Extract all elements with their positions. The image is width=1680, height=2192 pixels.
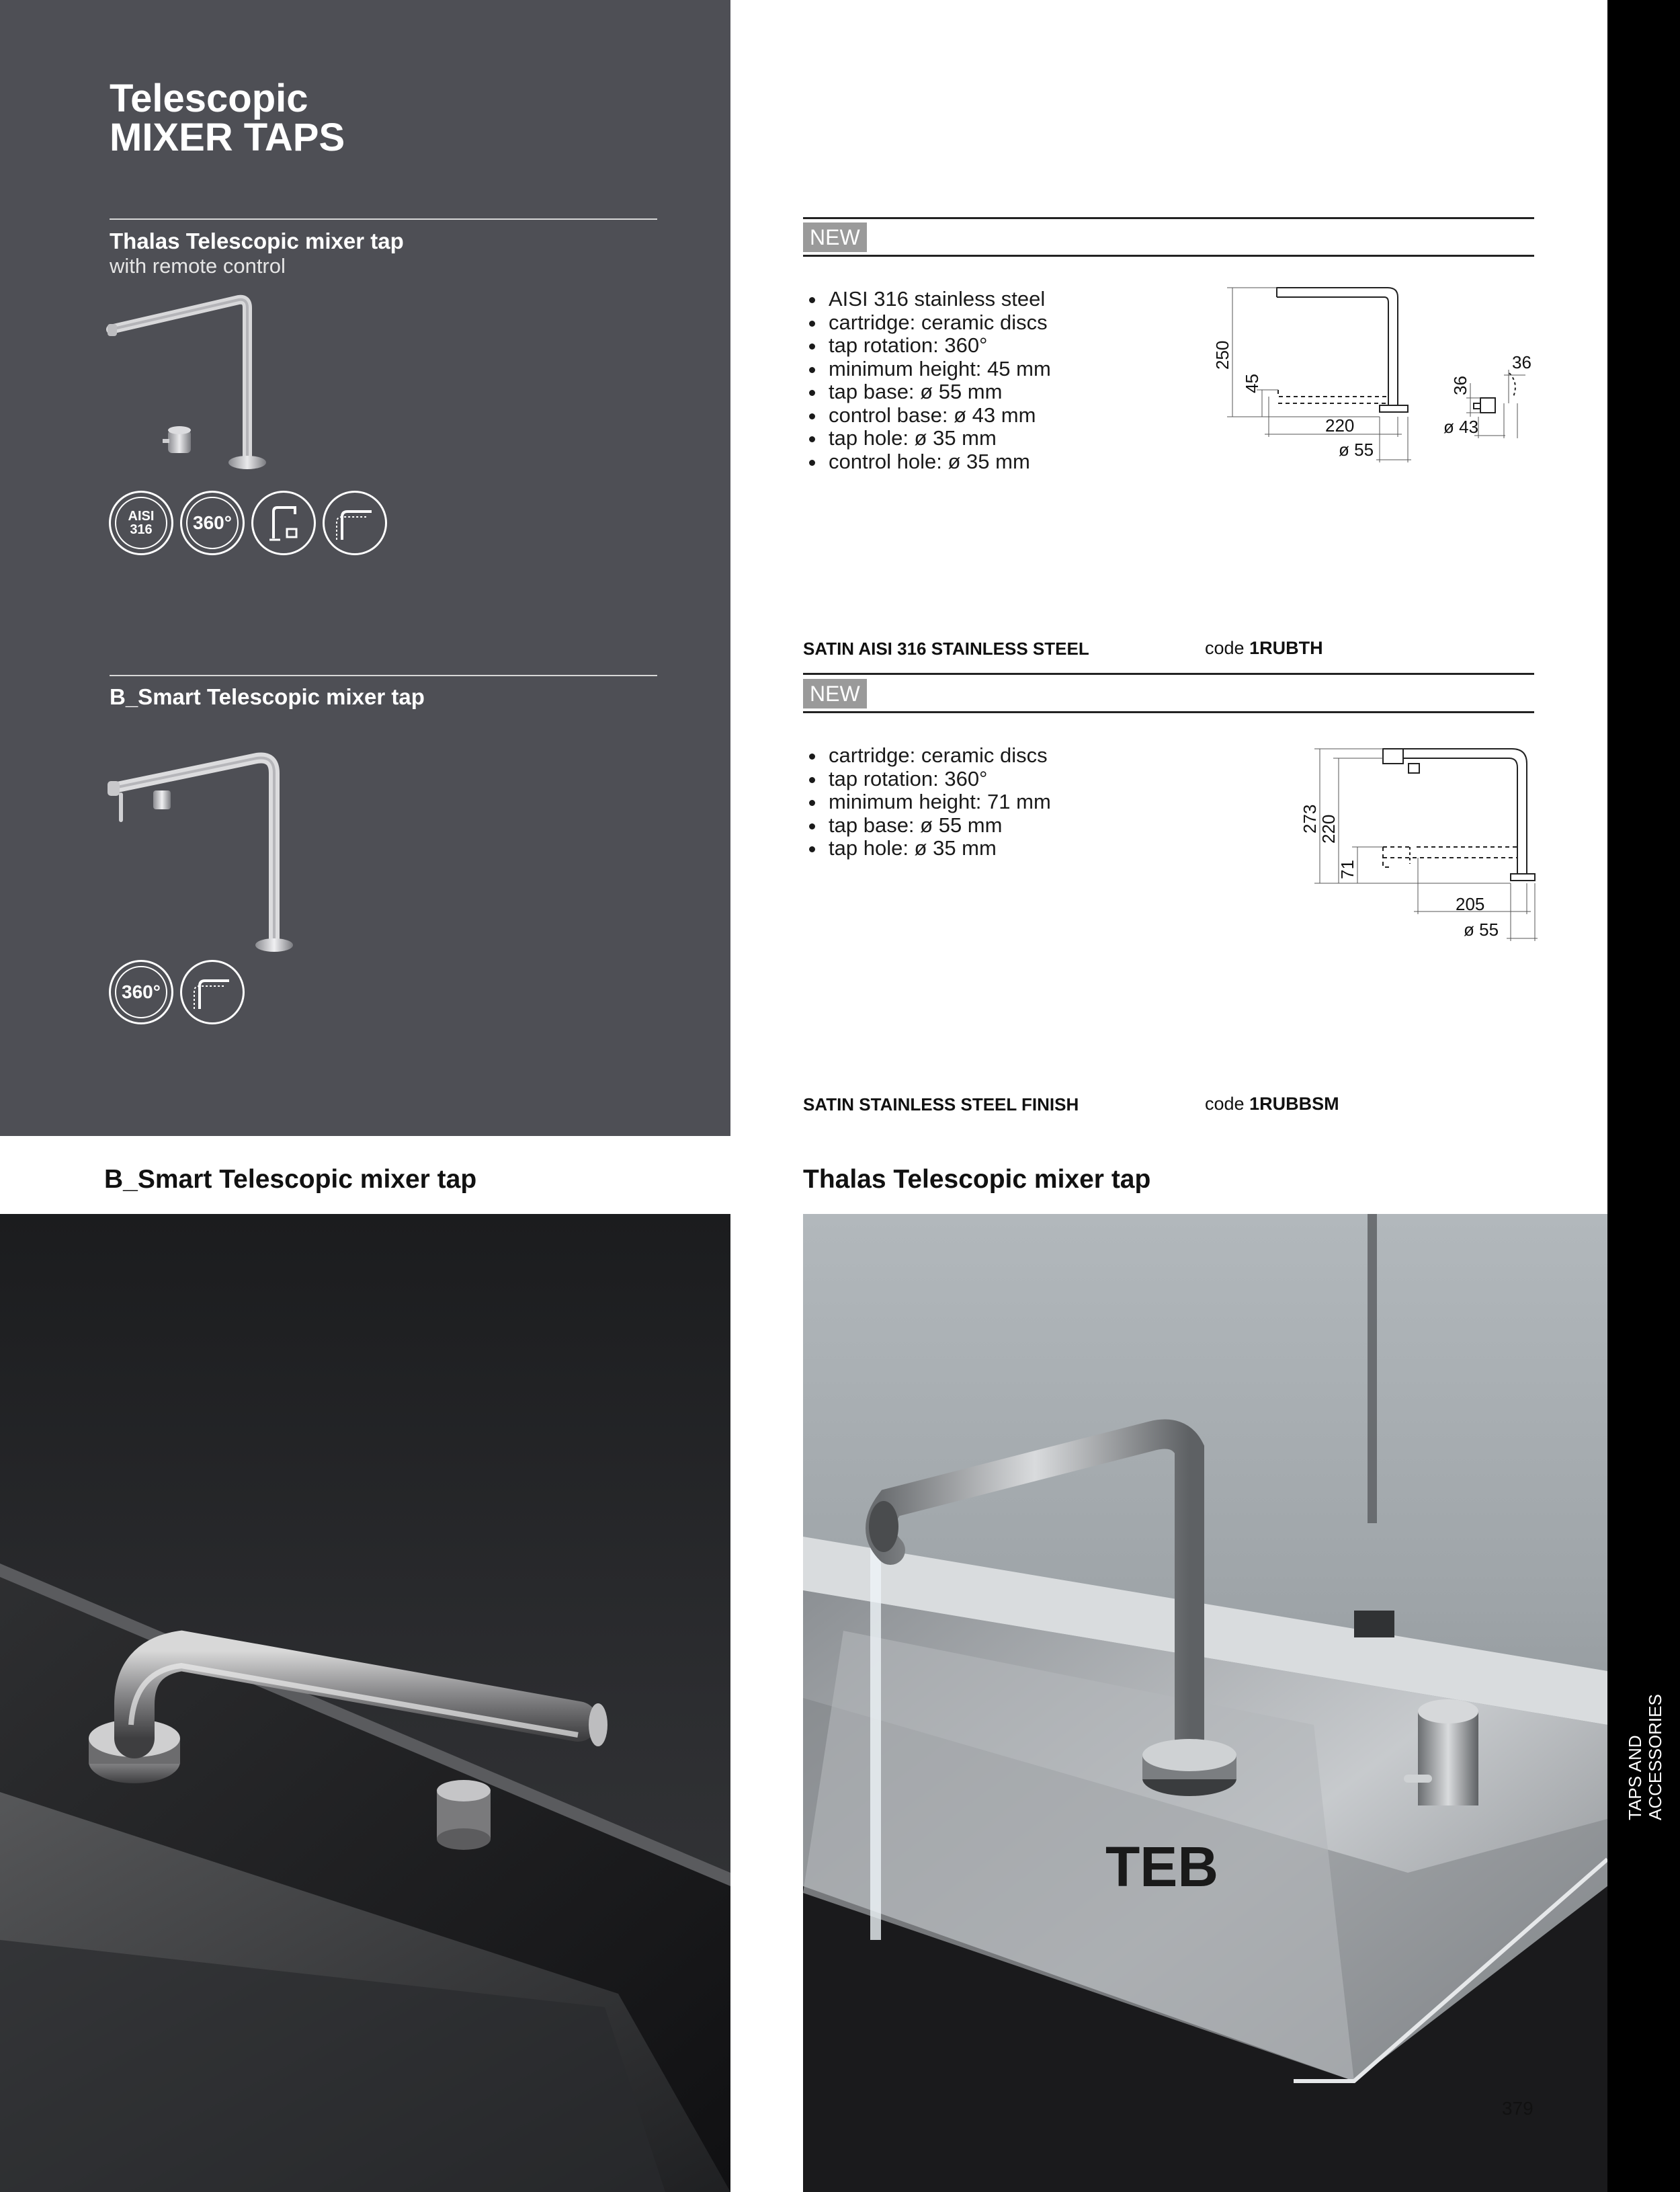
b-smart-product-photo [0,1214,730,2192]
tap-height-icon [251,491,316,555]
spec-item: • tap rotation: 360° [826,334,1051,358]
dim-reach: 220 [1325,415,1355,436]
dim-control-base: ø 43 [1443,417,1479,437]
product-code: 1RUBTH [1249,638,1323,658]
product-1-name: Thalas Telescopic mixer tap [110,229,404,253]
dim-min-height: 45 [1242,374,1262,393]
product-1-tap-image [101,289,302,471]
section-side-strip [1607,0,1680,2192]
spec-item: • control base: ø 43 mm [826,404,1051,428]
product-2-icon-row [109,960,245,1024]
spec-item: • tap hole: ø 35 mm [826,427,1051,450]
product-2-divider [110,675,657,676]
telescopic-spout-icon [323,491,387,555]
section-label-line-1: TAPS AND [1625,1735,1645,1820]
aisi-grade-label: 316 [130,522,153,537]
dim-height: 250 [1212,340,1232,370]
product-1-technical-drawing [1203,282,1539,471]
product-1-top-rule [803,217,1534,219]
product-2-tap-image [101,746,302,955]
rotation-360-icon [109,960,173,1024]
aisi-label: AISI [128,509,155,524]
page-number: 379 [1502,2098,1534,2119]
spec-item: • tap rotation: 360° [826,768,1051,791]
spec-item: • cartridge: ceramic discs [826,311,1051,335]
product-2-technical-drawing [1290,739,1539,955]
spec-item: • tap base: ø 55 mm [826,380,1051,404]
dim-min-height: 71 [1337,860,1357,879]
product-1-finish: SATIN AISI 316 STAINLESS STEEL [803,639,1089,659]
dim-total-height: 273 [1300,804,1320,834]
code-prefix: code [1205,1094,1250,1114]
spec-item: • tap base: ø 55 mm [826,814,1051,838]
dim-reach: 205 [1456,894,1485,914]
product-2-badge-rule [803,711,1534,713]
product-code: 1RUBBSM [1249,1094,1339,1114]
title-line-2: MIXER TAPS [110,116,345,159]
title-line-1: Telescopic [110,77,308,120]
product-1-divider [110,218,657,220]
thalas-product-photo [803,1214,1607,2192]
telescopic-spout-icon [180,960,245,1024]
dim-base: ø 55 [1464,920,1499,940]
spec-item: • minimum height: 71 mm [826,790,1051,814]
new-badge: NEW [803,222,867,252]
product-2-name: B_Smart Telescopic mixer tap [110,684,425,709]
spec-item: • AISI 316 stainless steel [826,288,1051,311]
product-2-top-rule [803,673,1534,675]
spec-item: • minimum height: 45 mm [826,358,1051,381]
spec-item: • control hole: ø 35 mm [826,450,1051,474]
product-2-code [1205,1094,1339,1114]
section-label-line-2: ACCESSORIES [1645,1694,1665,1820]
product-1-badge-rule [803,255,1534,257]
product-1-icon-row [109,491,387,555]
spec-item: • tap hole: ø 35 mm [826,837,1051,860]
left-photo-caption: B_Smart Telescopic mixer tap [104,1165,477,1194]
product-1-spec-list [803,288,1051,473]
dim-base: ø 55 [1339,440,1374,460]
code-prefix: code [1205,638,1250,658]
rotation-label: 360° [193,512,232,533]
dim-control-height: 36 [1450,376,1470,395]
rotation-360-icon [180,491,245,555]
spec-item: • cartridge: ceramic discs [826,744,1051,768]
product-2-finish: SATIN STAINLESS STEEL FINISH [803,1094,1079,1114]
new-badge: NEW [803,679,867,708]
product-2-spec-list [803,744,1051,860]
aisi-316-icon [109,491,173,555]
right-photo-caption: Thalas Telescopic mixer tap [803,1165,1151,1194]
product-1-code [1205,638,1323,659]
rotation-label: 360° [122,981,161,1002]
sink-logo: TEB [1105,1835,1218,1898]
page-title [110,79,345,157]
dim-control-offset: 36 [1512,352,1531,372]
section-label [1618,1687,1672,1822]
product-1-subtitle: with remote control [110,254,286,278]
dim-height: 220 [1318,814,1339,844]
